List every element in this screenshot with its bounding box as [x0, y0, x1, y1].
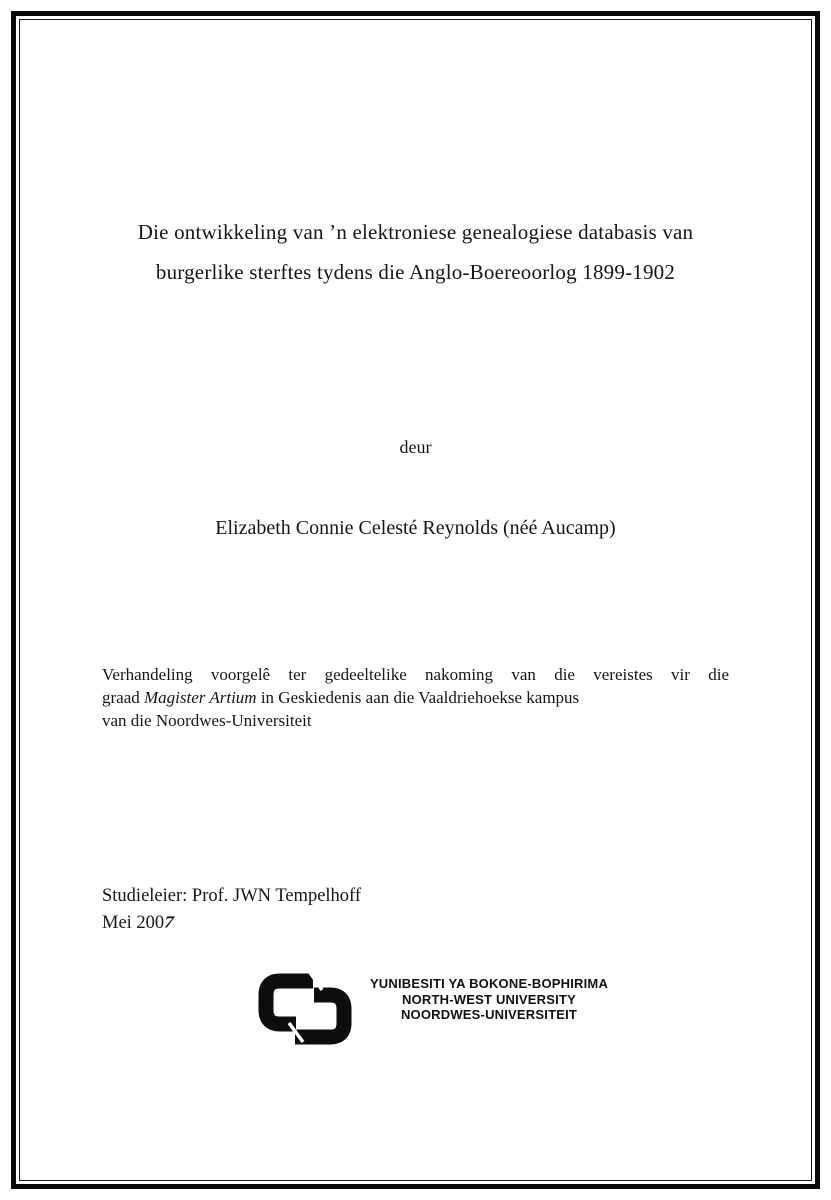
thesis-title-line2: burgerlike sterftes tydens die Anglo-Boereoorlog 1899-1902: [155, 260, 676, 284]
nwu-logo-mark-icon: [256, 971, 354, 1051]
logo-line-english: NORTH-WEST UNIVERSITY: [402, 991, 576, 1007]
logo-line-afrikaans: NOORDWES-UNIVERSITEIT: [400, 1007, 578, 1023]
byline-deur: deur: [399, 437, 432, 457]
degree-statement-line2-pre: graad: [102, 688, 145, 707]
university-logo-text: [363, 976, 615, 1023]
degree-name-italic: Magister Artium: [144, 688, 257, 707]
date-last-digit: 7: [161, 913, 177, 933]
date-prefix: Mei 200: [102, 913, 165, 933]
date-line: [102, 910, 361, 937]
supervisor-line: Studieleier: Prof. JWN Tempelhoff: [102, 886, 362, 906]
thesis-title-line1: Die ontwikkeling van ’n elektroniese genealogiese databasis van: [137, 220, 694, 244]
degree-statement-line2-post: in Geskiedenis aan die Vaaldriehoekse kampus: [256, 688, 580, 707]
supervisor-block: [102, 883, 361, 937]
degree-statement-line2: [102, 686, 729, 709]
logo-line-setswana: YUNIBESITI YA BOKONE-BOPHIRIMA: [369, 976, 609, 991]
degree-statement: [102, 663, 729, 732]
university-logo: [256, 971, 615, 1051]
page-content: [20, 20, 811, 1180]
degree-statement-line3: van die Noordwes-Universiteit: [102, 711, 312, 730]
thesis-title: [20, 212, 811, 292]
author-name: Elizabeth Connie Celesté Reynolds (néé Aucamp): [215, 517, 616, 539]
degree-statement-line1: Verhandeling voorgelê ter gedeeltelike nakoming van die vereistes vir die: [102, 665, 729, 684]
